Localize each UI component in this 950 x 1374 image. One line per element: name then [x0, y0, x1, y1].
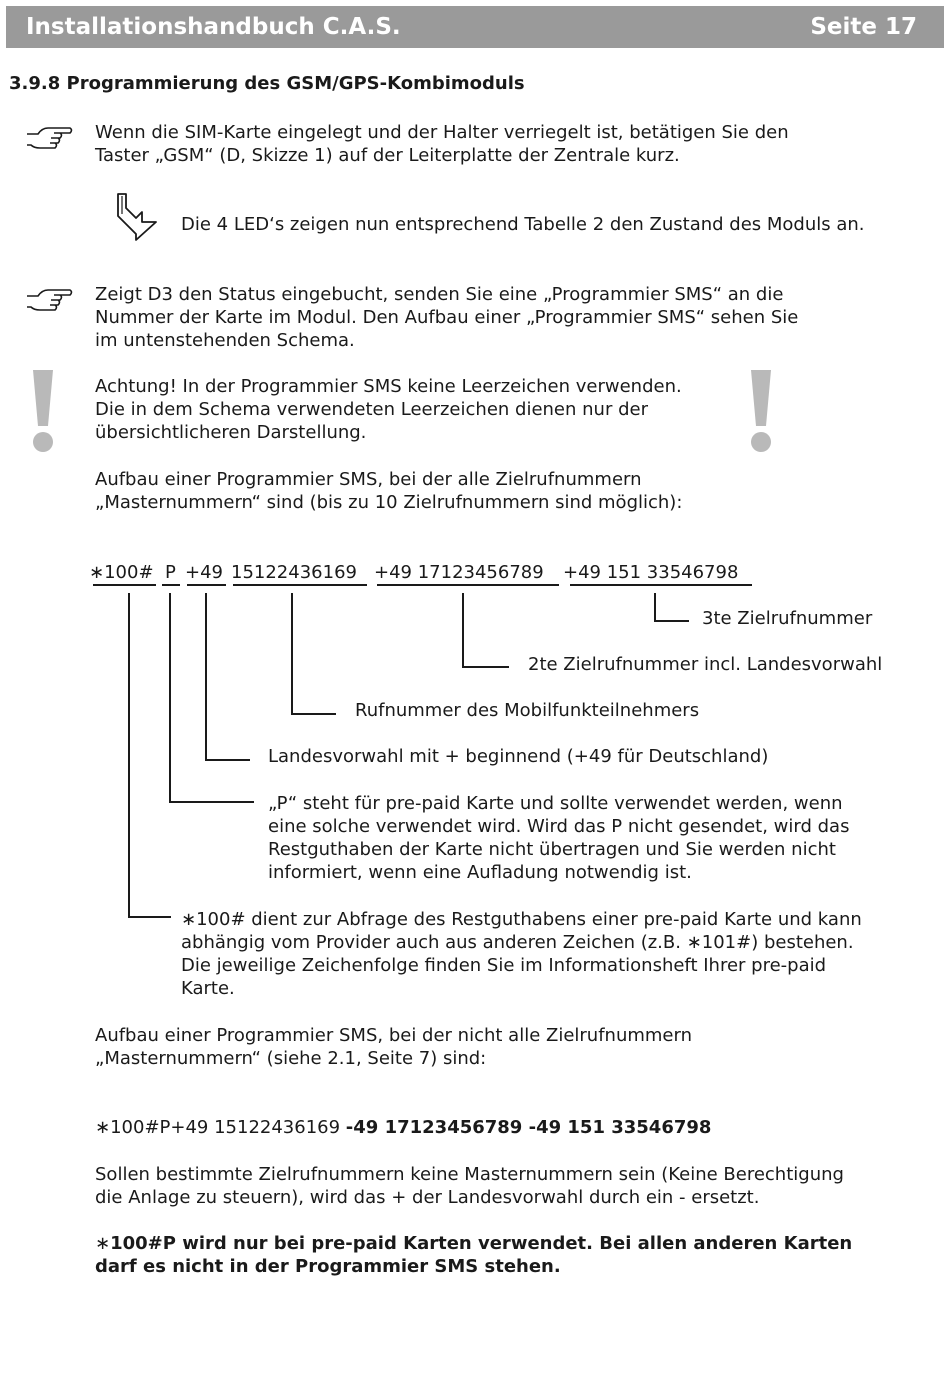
schema-part-second: +49 17123456789	[374, 562, 544, 583]
schema-label-p-line3: Restguthaben der Karte nicht übertragen und Sie werden nicht	[268, 839, 836, 860]
example2-sms	[95, 1116, 711, 1139]
schema-label-third: 3te Zielrufnummer	[702, 608, 873, 629]
schema-label-code-line1: ∗100# dient zur Abfrage des Restguthabens einer pre-paid Karte und kann	[181, 909, 862, 930]
schema-label-p-line4: informiert, wenn eine Aufladung notwendig ist.	[268, 862, 692, 883]
schema-part-country: +49	[185, 562, 223, 583]
note2-line1: 100#P wird nur bei pre-paid Karten verwendet. Bei allen anderen Karten	[110, 1233, 853, 1254]
step2-line2: Nummer der Karte im Modul. Den Aufbau einer „Programmier SMS“ sehen Sie	[95, 307, 799, 328]
step2-line3: im untenstehenden Schema.	[95, 330, 355, 351]
note2-line2: darf es nicht in der Programmier SMS stehen.	[95, 1256, 561, 1277]
schema-label-code-line4: Karte.	[181, 978, 235, 999]
schema-label-code-line3: Die jeweilige Zeichenfolge finden Sie im Informationsheft Ihrer pre-paid	[181, 955, 827, 976]
example2-normal: ∗100#P+49 15122436169	[95, 1117, 346, 1138]
schema-part-third: +49 151 33546798	[563, 562, 739, 583]
result1-text: Die 4 LED‘s zeigen nun entsprechend Tabelle 2 den Zustand des Moduls an.	[181, 214, 865, 235]
schema-label-subscriber: Rufnummer des Mobilfunkteilnehmers	[355, 700, 700, 721]
note1-line1: Sollen bestimmte Zielrufnummern keine Masternummern sein (Keine Berechtigung	[95, 1164, 844, 1185]
warning-line2: Die in dem Schema verwendeten Leerzeichen dienen nur der	[95, 399, 648, 420]
intro2-line2: „Masternummern“ (siehe 2.1, Seite 7) sind:	[95, 1048, 487, 1069]
schema-part-code: ∗100#	[89, 562, 154, 583]
example2-bold: -49 17123456789 -49 151 33546798	[345, 1117, 712, 1138]
schema-label-second: 2te Zielrufnummer incl. Landesvorwahl	[528, 654, 883, 675]
step2-line1: Zeigt D3 den Status eingebucht, senden Sie eine „Programmier SMS“ an die	[95, 284, 784, 305]
schema-label-p-line2: eine solche verwendet wird. Wird das P nicht gesendet, wird das	[268, 816, 850, 837]
note2-star: ∗	[95, 1233, 111, 1254]
schema-label-code-line2: abhängig vom Provider auch aus anderen Zeichen (z.B. ∗101#) bestehen.	[181, 932, 854, 953]
step1-line2: Taster „GSM“ (D, Skizze 1) auf der Leiterplatte der Zentrale kurz.	[95, 145, 680, 166]
schema-label-country: Landesvorwahl mit + beginnend (+49 für Deutschland)	[268, 746, 769, 767]
schema-label-p-line1: „P“ steht für pre-paid Karte und sollte verwendet werden, wenn	[268, 793, 843, 814]
section-title: 3.9.8 Programmierung des GSM/GPS-Kombimoduls	[9, 73, 525, 94]
step1-line1: Wenn die SIM-Karte eingelegt und der Halter verriegelt ist, betätigen Sie den	[95, 122, 789, 143]
schema-part-subscriber: 15122436169	[231, 562, 357, 583]
intro2-line1: Aufbau einer Programmier SMS, bei der nicht alle Zielrufnummern	[95, 1025, 692, 1046]
intro1-line1: Aufbau einer Programmier SMS, bei der alle Zielrufnummern	[95, 469, 642, 490]
schema-part-p: P	[165, 562, 176, 583]
warning-line1: Achtung! In der Programmier SMS keine Leerzeichen verwenden.	[95, 376, 682, 397]
page-number: Seite 17	[810, 14, 917, 40]
header-title: Installationshandbuch C.A.S.	[26, 14, 401, 40]
note1-line2: die Anlage zu steuern), wird das + der Landesvorwahl durch ein - ersetzt.	[95, 1187, 760, 1208]
warning-line3: übersichtlicheren Darstellung.	[95, 422, 367, 443]
intro1-line2: „Masternummern“ sind (bis zu 10 Zielrufnummern sind möglich):	[95, 492, 683, 513]
